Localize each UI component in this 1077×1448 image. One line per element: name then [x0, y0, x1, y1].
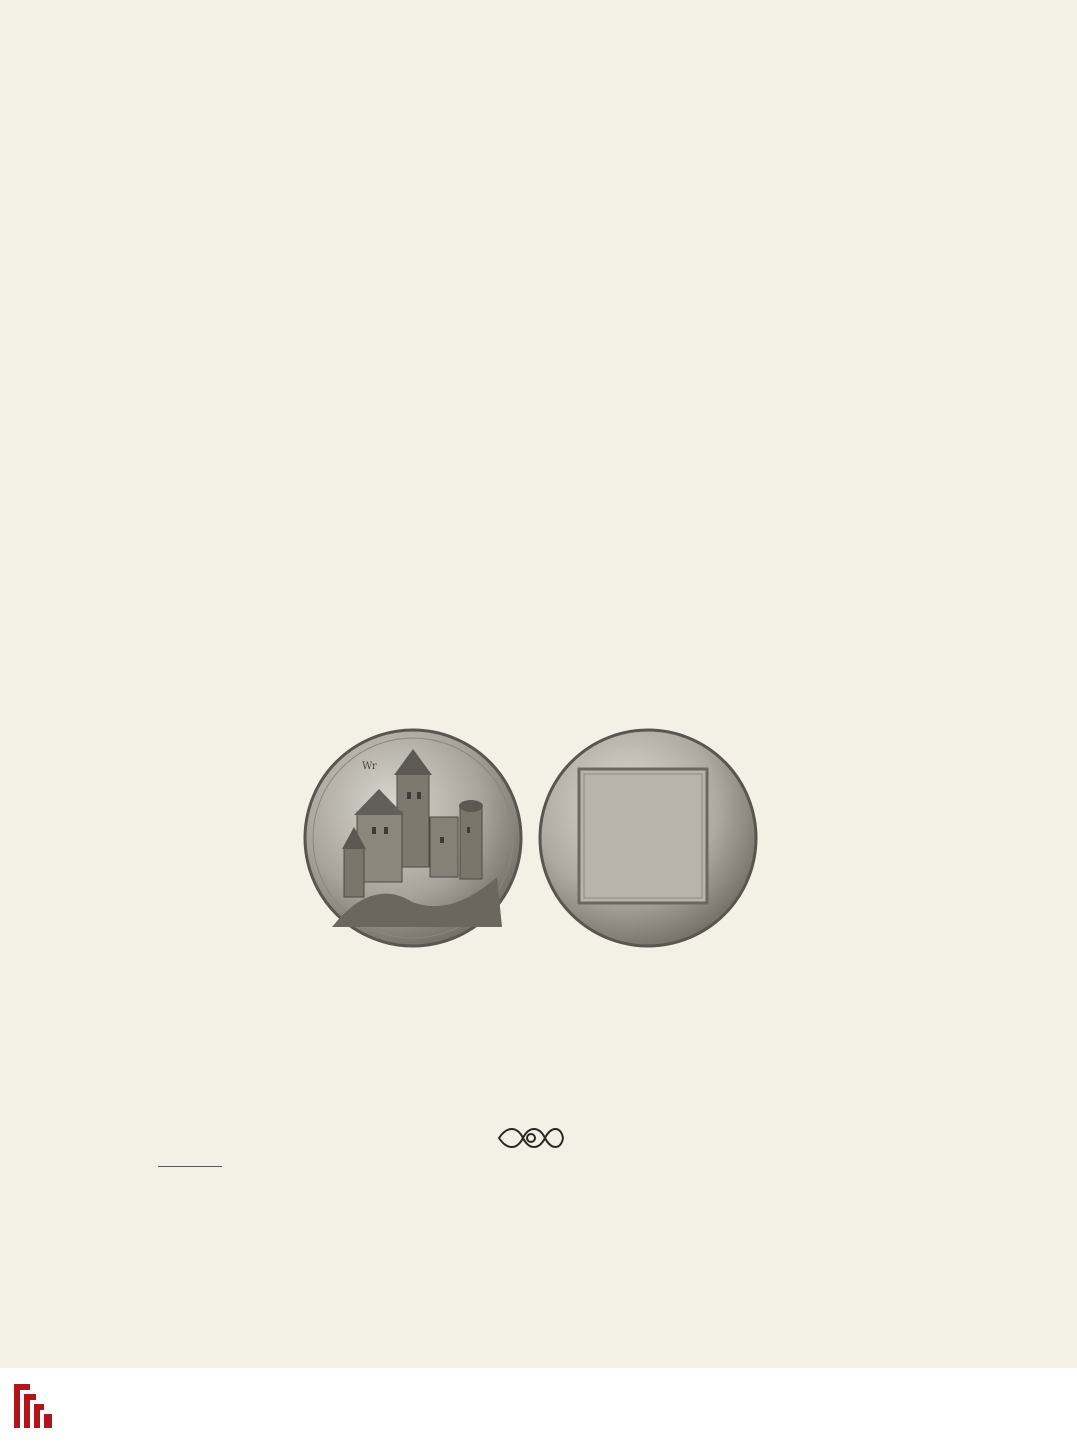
- footnote-rule: [158, 1166, 222, 1167]
- university-library-logo-icon: [14, 1380, 54, 1432]
- footer-bar: [0, 1368, 1077, 1448]
- medal-reverse-image: [537, 727, 759, 949]
- medal-obverse-image: [302, 727, 524, 949]
- ornament-divider: [495, 1124, 567, 1152]
- svg-text:Wr: Wr: [362, 761, 377, 772]
